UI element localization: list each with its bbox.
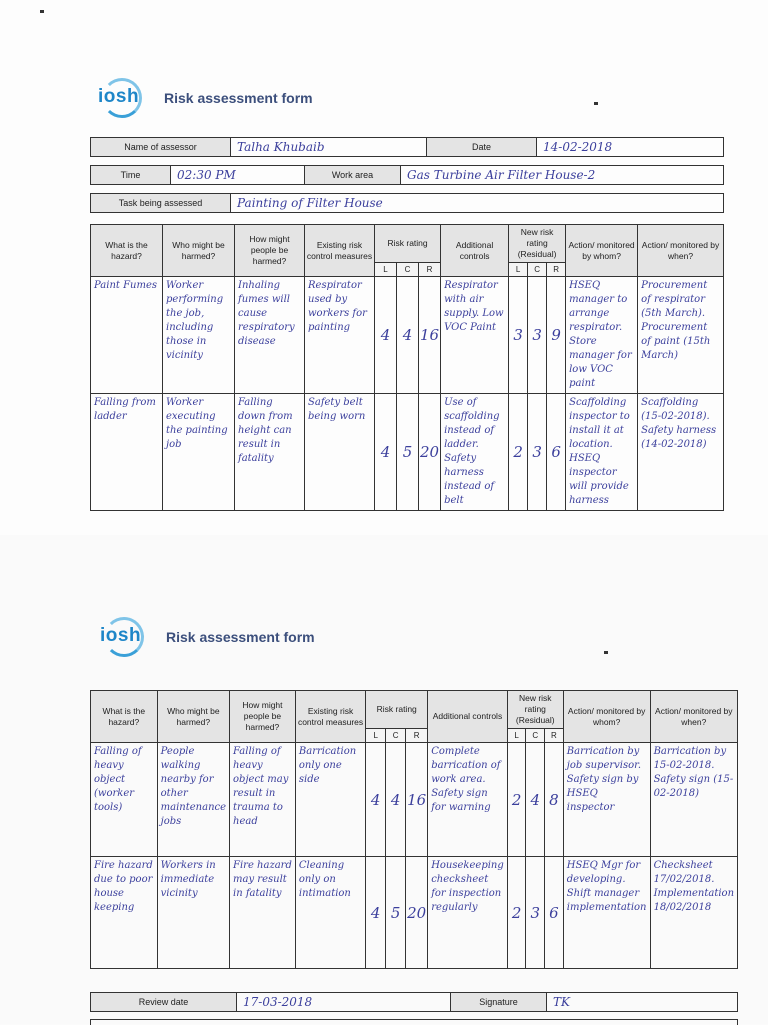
action-when-cell: Checksheet 17/02/2018. Implementation 18/02/2018: [650, 857, 737, 969]
scan-mark: [40, 10, 44, 13]
header-hazard: What is the hazard?: [91, 691, 158, 743]
header-l: L: [366, 729, 386, 743]
header-new-c: C: [528, 263, 547, 277]
hazard-cell: Falling from ladder: [91, 394, 163, 511]
page-2: [0, 535, 768, 1024]
c-cell: 4: [397, 277, 419, 394]
header-existing: Existing risk control measures: [295, 691, 365, 743]
review-row: [90, 992, 738, 1012]
header-new-risk: New risk rating (Residual): [507, 691, 563, 729]
new-l-cell: 2: [507, 743, 526, 857]
additional-cell: Use of scaffolding instead of ladder. Safety harness instead of belt: [441, 394, 509, 511]
form-title: Risk assessment form: [164, 90, 313, 106]
task-value: Painting of Filter House: [231, 194, 724, 213]
signature-label: Signature: [451, 993, 547, 1012]
additional-cell: Complete barrication of work area. Safety sign for warning: [428, 743, 508, 857]
iosh-logo: iosh: [98, 617, 152, 657]
new-r-cell: 9: [547, 277, 566, 394]
date-label: Date: [427, 138, 537, 157]
l-cell: 4: [375, 277, 397, 394]
task-row: [90, 193, 724, 213]
header-how: How might people be harmed?: [235, 225, 305, 277]
review-date-value: 17-03-2018: [237, 993, 451, 1012]
how-cell: Falling down from height can result in fatality: [235, 394, 305, 511]
header-existing: Existing risk control measures: [305, 225, 375, 277]
header-new-l: L: [509, 263, 528, 277]
header-r: R: [406, 729, 428, 743]
assessor-value: Talha Khubaib: [231, 138, 427, 157]
c-cell: 5: [386, 857, 406, 969]
new-r-cell: 8: [545, 743, 564, 857]
signature: TK: [547, 993, 738, 1012]
l-cell: 4: [366, 743, 386, 857]
next-row-edge: [90, 1019, 738, 1025]
how-cell: Fire hazard may result in fatality: [230, 857, 296, 969]
iosh-logo: iosh: [96, 78, 150, 118]
who-cell: Workers in immediate vicinity: [157, 857, 229, 969]
header-who: Who might be harmed?: [157, 691, 229, 743]
header-action-who: Action/ monitored by whom?: [566, 225, 638, 277]
assessor-row: [90, 137, 724, 157]
scan-mark: [594, 102, 598, 105]
header-c: C: [386, 729, 406, 743]
additional-cell: Housekeeping checksheet for inspection regularly: [428, 857, 508, 969]
hazard-cell: Paint Fumes: [91, 277, 163, 394]
header-r: R: [419, 263, 441, 277]
form-title: Risk assessment form: [166, 629, 315, 645]
existing-cell: Barrication only one side: [295, 743, 365, 857]
risk-row: [91, 394, 724, 511]
risk-table-1: [90, 224, 724, 511]
existing-cell: Safety belt being worn: [305, 394, 375, 511]
hazard-cell: Falling of heavy object (worker tools): [91, 743, 158, 857]
c-cell: 4: [386, 743, 406, 857]
action-who-cell: HSEQ Mgr for developing. Shift manager implementation: [563, 857, 650, 969]
header-additional: Additional controls: [428, 691, 508, 743]
header-action-when: Action/ monitored by when?: [638, 225, 724, 277]
how-cell: Falling of heavy object may result in trauma to head: [230, 743, 296, 857]
how-cell: Inhaling fumes will cause respiratory disease: [235, 277, 305, 394]
header-action-who: Action/ monitored by whom?: [563, 691, 650, 743]
time-value: 02:30 PM: [171, 166, 305, 185]
action-when-cell: Scaffolding (15-02-2018). Safety harness (14-02-2018): [638, 394, 724, 511]
task-label: Task being assessed: [91, 194, 231, 213]
work-area-value: Gas Turbine Air Filter House-2: [401, 166, 724, 185]
hazard-cell: Fire hazard due to poor house keeping: [91, 857, 158, 969]
who-cell: People walking nearby for other maintenance jobs: [157, 743, 229, 857]
form-header: [96, 78, 313, 118]
risk-table-2: [90, 690, 738, 969]
header-l: L: [375, 263, 397, 277]
c-cell: 5: [397, 394, 419, 511]
action-when-cell: Barrication by 15-02-2018. Safety sign (15-02-2018): [650, 743, 737, 857]
header-new-risk: New risk rating (Residual): [509, 225, 566, 263]
header-who: Who might be harmed?: [163, 225, 235, 277]
header-new-l: L: [507, 729, 526, 743]
date-value: 14-02-2018: [537, 138, 724, 157]
existing-cell: Respirator used by workers for painting: [305, 277, 375, 394]
header-how: How might people be harmed?: [230, 691, 296, 743]
assessor-label: Name of assessor: [91, 138, 231, 157]
header-additional: Additional controls: [441, 225, 509, 277]
scan-mark: [604, 651, 608, 654]
action-who-cell: HSEQ manager to arrange respirator. Store manager for low VOC paint: [566, 277, 638, 394]
risk-row: [91, 277, 724, 394]
risk-row: [91, 857, 738, 969]
action-when-cell: Procurement of respirator (5th March). Procurement of paint (15th March): [638, 277, 724, 394]
new-r-cell: 6: [545, 857, 564, 969]
existing-cell: Cleaning only on intimation: [295, 857, 365, 969]
additional-cell: Respirator with air supply. Low VOC Paint: [441, 277, 509, 394]
r-cell: 16: [406, 743, 428, 857]
time-label: Time: [91, 166, 171, 185]
header-hazard: What is the hazard?: [91, 225, 163, 277]
l-cell: 4: [375, 394, 397, 511]
review-date-label: Review date: [91, 993, 237, 1012]
new-c-cell: 4: [526, 743, 545, 857]
who-cell: Worker executing the painting job: [163, 394, 235, 511]
new-l-cell: 2: [507, 857, 526, 969]
risk-row: [91, 743, 738, 857]
new-l-cell: 3: [509, 277, 528, 394]
new-l-cell: 2: [509, 394, 528, 511]
new-r-cell: 6: [547, 394, 566, 511]
header-c: C: [397, 263, 419, 277]
new-c-cell: 3: [528, 394, 547, 511]
r-cell: 16: [419, 277, 441, 394]
who-cell: Worker performing the job, including those in vicinity: [163, 277, 235, 394]
header-risk-rating: Risk rating: [375, 225, 441, 263]
action-who-cell: Barrication by job supervisor. Safety sign by HSEQ inspector: [563, 743, 650, 857]
l-cell: 4: [366, 857, 386, 969]
header-new-r: R: [547, 263, 566, 277]
r-cell: 20: [419, 394, 441, 511]
time-row: [90, 165, 724, 185]
header-new-c: C: [526, 729, 545, 743]
new-c-cell: 3: [528, 277, 547, 394]
form-header: [98, 617, 315, 657]
work-area-label: Work area: [305, 166, 401, 185]
r-cell: 20: [406, 857, 428, 969]
header-new-r: R: [545, 729, 564, 743]
header-action-when: Action/ monitored by when?: [650, 691, 737, 743]
new-c-cell: 3: [526, 857, 545, 969]
action-who-cell: Scaffolding inspector to install it at location. HSEQ inspector will provide harness: [566, 394, 638, 511]
header-risk-rating: Risk rating: [366, 691, 428, 729]
